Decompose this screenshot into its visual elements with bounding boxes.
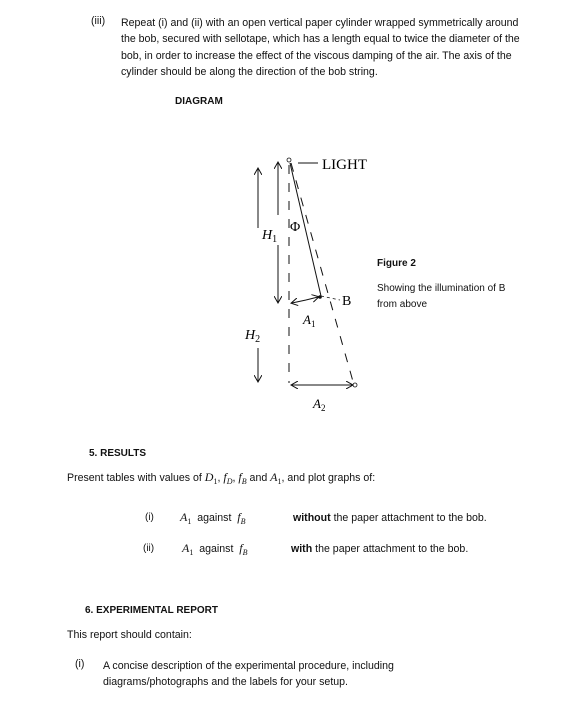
var-d1: D xyxy=(204,470,214,484)
results-intro-suffix: , and plot graphs of: xyxy=(281,472,376,484)
phi-label: Φ xyxy=(290,220,301,235)
b-label: B xyxy=(342,294,352,309)
item-1-y: A xyxy=(180,510,188,524)
h2-label: $H_2$ xyxy=(245,328,261,345)
results-item-1-num: (i) xyxy=(145,512,154,523)
swing-dashed-line xyxy=(291,163,354,385)
step-iii-label: (iii) xyxy=(91,15,106,27)
item-1-against: against xyxy=(197,512,232,524)
pivot-point xyxy=(287,158,291,162)
figure-title: Figure 2 xyxy=(377,258,416,269)
item-2-y-sub: 1 xyxy=(189,548,194,558)
bob-b xyxy=(318,295,322,299)
figure-caption: Showing the illumination of B from above xyxy=(377,283,506,310)
and-word: and xyxy=(246,472,271,484)
item-2-y: A xyxy=(182,541,190,555)
var-fb: f xyxy=(238,470,242,484)
item-2-x-sub: B xyxy=(242,548,248,558)
report-item-num: (i) xyxy=(75,658,85,670)
step-iii-text: Repeat (i) and (ii) with an open vertical paper cylinder wrapped symmetrically around the bob, secured with sellotape, which has a length equal to twice the diameter of the bob, in order to increase the effect of the viscous damping of the air. The axis of the cylinder should be along the direction of the bob string. xyxy=(121,17,520,78)
report-item-text: A concise description of the experimental procedure, including diagrams/photographs and the labels for your setup. xyxy=(103,660,394,688)
item-1-y-sub: 1 xyxy=(187,517,192,527)
report-heading: 6. EXPERIMENTAL REPORT xyxy=(85,605,218,616)
a1-arrow-left xyxy=(292,300,306,303)
pendulum-diagram xyxy=(230,145,390,420)
results-heading: 5. RESULTS xyxy=(89,448,147,459)
pendulum-string-lower xyxy=(321,296,340,300)
item-1-rest: the paper attachment to the bob. xyxy=(330,512,487,524)
var-a1: A xyxy=(270,470,278,484)
light-label: LIGHT xyxy=(322,157,367,173)
item-2-rest: the paper attachment to the bob. xyxy=(312,543,469,555)
report-intro: This report should contain: xyxy=(67,629,192,641)
sep2: , xyxy=(232,472,239,484)
item-1-x-sub: B xyxy=(240,517,246,527)
diagram-heading: DIAGRAM xyxy=(175,96,223,107)
results-item-2-num: (ii) xyxy=(143,543,155,554)
var-fd-sub: D xyxy=(226,477,233,487)
var-fd: f xyxy=(223,470,227,484)
bob-a2-end xyxy=(353,383,357,387)
a1-arrow-right xyxy=(306,297,318,300)
sep1: , xyxy=(217,472,224,484)
item-1-x: f xyxy=(237,510,241,524)
item-2-bold: with xyxy=(291,543,313,555)
results-item-1-expr xyxy=(180,510,246,526)
item-2-against: against xyxy=(199,543,234,555)
results-intro-prefix: Present tables with values of xyxy=(67,472,205,484)
var-a1-sub: 1 xyxy=(277,477,282,487)
a2-label: $A_2$ xyxy=(313,396,326,413)
var-fb-sub: B xyxy=(241,477,247,487)
results-item-1-desc xyxy=(293,512,487,524)
results-intro xyxy=(67,470,375,486)
h1-label: $H_1$ xyxy=(262,228,278,245)
results-item-2-desc xyxy=(291,543,468,555)
item-1-bold: without xyxy=(293,512,331,524)
item-2-x: f xyxy=(239,541,243,555)
results-item-2-expr xyxy=(182,541,248,557)
a1-label: $A_1$ xyxy=(303,312,316,329)
var-d1-sub: 1 xyxy=(213,477,218,487)
